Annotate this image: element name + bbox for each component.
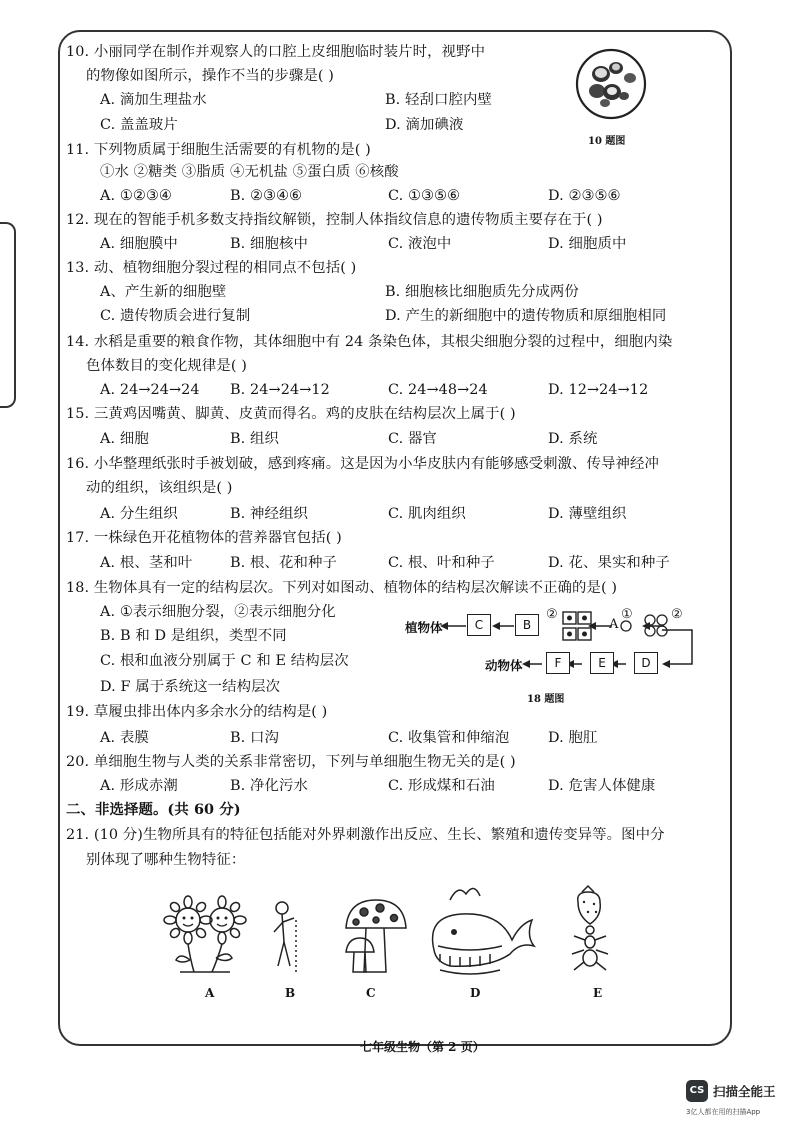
q16-stem-cont: 动的组织，该组织是( ) — [86, 480, 233, 496]
q21-label-b: B — [285, 986, 296, 1000]
q16-option-c: C. 肌肉组织 — [388, 506, 466, 522]
fig18-mark-2: ② — [671, 607, 683, 622]
q15-option-d: D. 系统 — [548, 431, 598, 447]
fig10-caption: 10 题图 — [588, 136, 626, 147]
q13-option-c: C. 遗传物质会进行复制 — [100, 308, 251, 324]
q20-option-c: C. 形成煤和石油 — [388, 778, 495, 794]
q21-label-c: C — [366, 986, 376, 1000]
q11-option-a: A. ①②③④ — [100, 188, 172, 204]
fig18-box-e: E — [590, 652, 614, 674]
q14-option-a: A. 24→24→24 — [100, 382, 200, 398]
section2-title: 二、非选择题。(共 60 分) — [66, 801, 241, 818]
q15-stem: 15. 三黄鸡因嘴黄、脚黄、皮黄而得名。鸡的皮肤在结构层次上属于( ) — [66, 406, 516, 422]
q11-substances: ①水 ②糖类 ③脂质 ④无机盐 ⑤蛋白质 ⑥核酸 — [100, 164, 399, 180]
q12-option-b: B. 细胞核中 — [230, 236, 308, 252]
fig18-letter-a: A — [609, 617, 619, 632]
q20-option-d: D. 危害人体健康 — [548, 778, 656, 794]
q16-option-a: A. 分生组织 — [100, 506, 178, 522]
q14-option-b: B. 24→24→12 — [230, 382, 330, 398]
q21-label-e: E — [593, 986, 603, 1000]
q18-option-b: B. B 和 D 是组织，类型不同 — [100, 628, 287, 644]
q14-stem-cont: 色体数目的变化规律是( ) — [86, 358, 248, 374]
q11-option-d: D. ②③⑤⑥ — [548, 188, 621, 204]
q19-stem: 19. 草履虫排出体内多余水分的结构是( ) — [66, 704, 328, 720]
q21-stem-cont: 别体现了哪种生物特征： — [86, 852, 246, 868]
q17-stem: 17. 一株绿色开花植物体的营养器官包括( ) — [66, 530, 342, 546]
q18-option-a: A. ①表示细胞分裂，②表示细胞分化 — [100, 604, 336, 620]
watermark-tagline: 3亿人都在用的扫描App — [686, 1108, 761, 1116]
q10-option-a: A. 滴加生理盐水 — [100, 92, 207, 108]
q14-option-c: C. 24→48→24 — [388, 382, 488, 398]
page-footer: 七年级生物（第 2 页） — [360, 1040, 485, 1054]
q13-option-a: A、产生新的细胞壁 — [100, 284, 227, 300]
q12-option-c: C. 液泡中 — [388, 236, 452, 252]
q21-label-d: D — [470, 986, 481, 1000]
fig18-box-d: D — [634, 652, 658, 674]
q18-option-c: C. 根和血液分别属于 C 和 E 结构层次 — [100, 653, 349, 669]
fig18-box-f: F — [546, 652, 570, 674]
q10-option-b: B. 轻刮口腔内壁 — [385, 92, 492, 108]
q20-stem: 20. 单细胞生物与人类的关系非常密切，下列与单细胞生物无关的是( ) — [66, 754, 516, 770]
q11-stem: 11. 下列物质属于细胞生活需要的有机物的是( ) — [66, 142, 371, 158]
q19-option-a: A. 表膜 — [100, 730, 149, 746]
fig18-box-b: B — [515, 614, 539, 636]
q15-option-c: C. 器官 — [388, 431, 437, 447]
q11-option-b: B. ②③④⑥ — [230, 188, 303, 204]
q18-stem: 18. 生物体具有一定的结构层次。下列对如图动、植物体的结构层次解读不正确的是( ) — [66, 580, 618, 596]
q19-option-c: C. 收集管和伸缩泡 — [388, 730, 510, 746]
q19-option-d: D. 胞肛 — [548, 730, 598, 746]
fig18-mark-2-left: ② — [546, 607, 558, 622]
binding-mark — [0, 222, 16, 408]
q13-option-d: D. 产生的新细胞中的遗传物质和原细胞相同 — [385, 308, 667, 324]
q21-stem: 21. (10 分)生物所具有的特征包括能对外界刺激作出反应、生长、繁殖和遗传变异等。图中分 — [66, 827, 665, 843]
fig18-animal-label: 动物体 — [485, 658, 523, 673]
fig18-caption: 18 题图 — [527, 694, 565, 705]
q12-option-a: A. 细胞膜中 — [100, 236, 178, 252]
q10-stem: 10. 小丽同学在制作并观察人的口腔上皮细胞临时装片时，视野中 — [66, 44, 486, 60]
q18-option-d: D. F 属于系统这一结构层次 — [100, 679, 281, 695]
q20-option-b: B. 净化污水 — [230, 778, 308, 794]
watermark-name: 扫描全能王 — [713, 1084, 776, 1099]
fig18-plant-label: 植物体 — [405, 620, 443, 635]
fig18-mark-1: ① — [621, 607, 633, 622]
q15-option-a: A. 细胞 — [100, 431, 149, 447]
q14-option-d: D. 12→24→12 — [548, 382, 649, 398]
q13-stem: 13. 动、植物细胞分裂过程的相同点不包括( ) — [66, 260, 357, 276]
stick-figure-drawing — [274, 902, 296, 972]
fig18-box-c: C — [467, 614, 491, 636]
q12-option-d: D. 细胞质中 — [548, 236, 627, 252]
q17-option-c: C. 根、叶和种子 — [388, 555, 495, 571]
q10-option-c: C. 盖盖玻片 — [100, 117, 178, 133]
whale-drawing — [433, 888, 534, 974]
camscanner-logo-icon: CS — [686, 1080, 708, 1102]
q19-option-b: B. 口沟 — [230, 730, 280, 746]
sunflower-drawing — [164, 896, 246, 972]
q21-pictures — [150, 880, 650, 980]
fig10-microscope-view — [572, 46, 662, 126]
q14-stem: 14. 水稻是重要的粮食作物，其体细胞中有 24 条染色体，其根尖细胞分裂的过程中，细胞内染 — [66, 334, 673, 350]
mushroom-drawing — [346, 900, 406, 972]
q16-option-b: B. 神经组织 — [230, 506, 308, 522]
q15-option-b: B. 组织 — [230, 431, 280, 447]
q17-option-b: B. 根、花和种子 — [230, 555, 337, 571]
q21-label-a: A — [205, 986, 215, 1000]
q10-option-d: D. 滴加碘液 — [385, 117, 464, 133]
q17-option-a: A. 根、茎和叶 — [100, 555, 193, 571]
q20-option-a: A. 形成赤潮 — [100, 778, 178, 794]
ant-strawberry-drawing — [572, 886, 608, 970]
q11-option-c: C. ①③⑤⑥ — [388, 188, 460, 204]
q13-option-b: B. 细胞核比细胞质先分成两份 — [385, 284, 579, 300]
q17-option-d: D. 花、果实和种子 — [548, 555, 670, 571]
q12-stem: 12. 现在的智能手机多数支持指纹解锁，控制人体指纹信息的遗传物质主要存在于( ) — [66, 212, 603, 228]
q10-stem-cont: 的物像如图所示，操作不当的步骤是( ) — [86, 68, 334, 84]
q16-stem: 16. 小华整理纸张时手被划破，感到疼痛。这是因为小华皮肤内有能够感受刺激、传导神经冲 — [66, 456, 659, 472]
q16-option-d: D. 薄壁组织 — [548, 506, 627, 522]
